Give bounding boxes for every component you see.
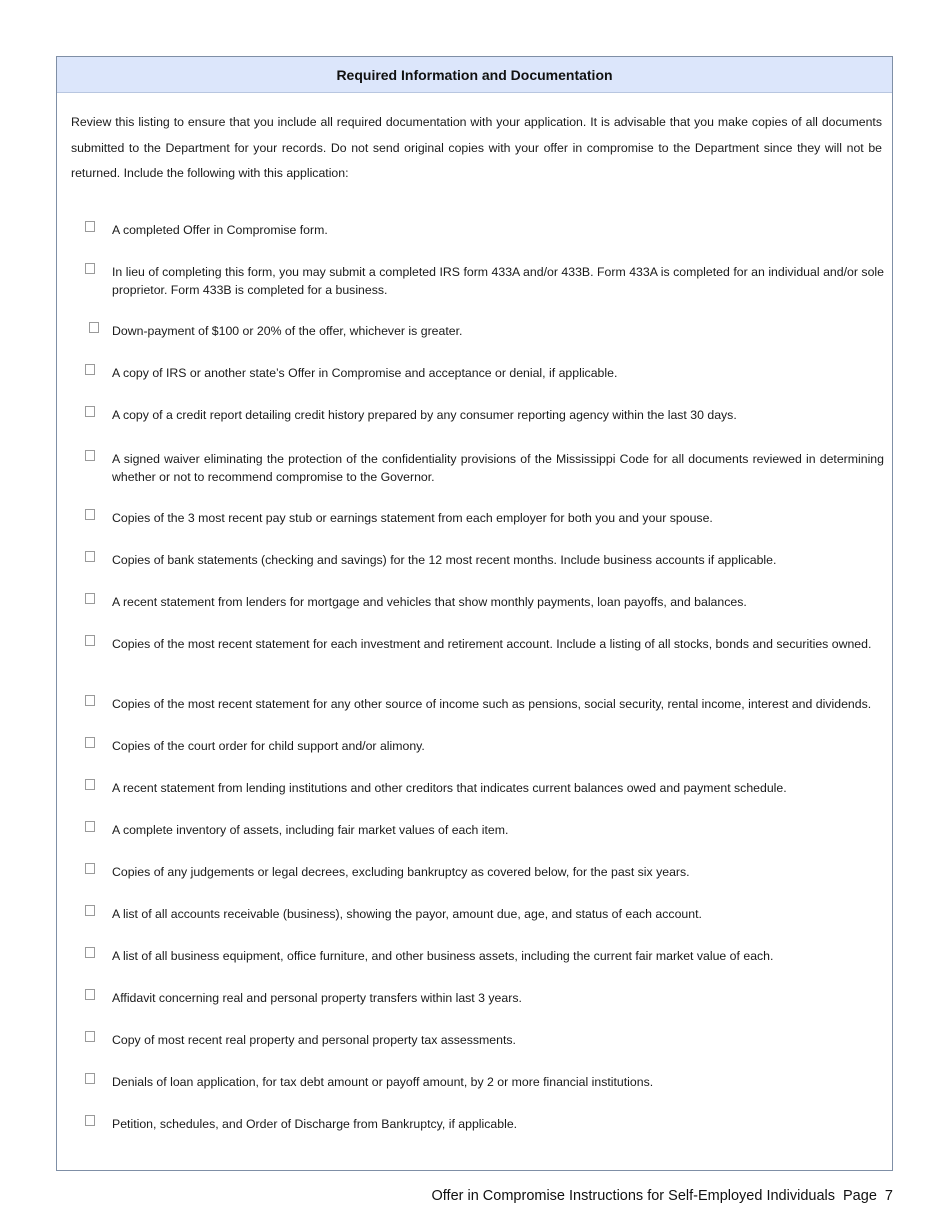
intro-paragraph: Review this listing to ensure that you include all required documentation with your application. It is advisable that you make copies of all documents submitted to the Department for your records. Do not send original copies with your offer in compromise to the Department since they will not be returned. Include the following with this application:	[71, 115, 882, 180]
checklist-item-label: Copy of most recent real property and personal property tax assessments.	[112, 1033, 516, 1047]
checklist-item-label: Copies of the court order for child support and/or alimony.	[112, 739, 425, 753]
checkbox[interactable]	[85, 635, 95, 646]
checklist-item-label: A copy of a credit report detailing credit history prepared by any consumer reporting agency within the last 30 days.	[112, 408, 737, 422]
checkbox[interactable]	[85, 989, 95, 1000]
checklist-item-label: A list of all business equipment, office furniture, and other business assets, including the current fair market value of each.	[112, 949, 774, 963]
checkbox[interactable]	[85, 779, 95, 790]
checklist-item-label: In lieu of completing this form, you may submit a completed IRS form 433A and/or 433B. Form 433A is completed for an individual and/or sole proprietor. Form 433B is completed for a business.	[112, 265, 884, 297]
checklist-item-label: Copies of the most recent statement for each investment and retirement account. Include a listing of all stocks, bonds and securities owned.	[112, 637, 872, 651]
section-title: Required Information and Documentation	[57, 57, 892, 93]
checkbox[interactable]	[85, 509, 95, 520]
checklist-item-label: Denials of loan application, for tax debt amount or payoff amount, by 2 or more financial institutions.	[112, 1075, 654, 1089]
checkbox[interactable]	[85, 737, 95, 748]
checklist-item-label: Petition, schedules, and Order of Discharge from Bankruptcy, if applicable.	[112, 1117, 518, 1131]
checklist-item-label: Affidavit concerning real and personal property transfers within last 3 years.	[112, 991, 522, 1005]
footer-page-number: 7	[884, 1188, 893, 1204]
footer-page-label: Page	[843, 1188, 877, 1204]
checkbox[interactable]	[85, 695, 95, 706]
checklist-item-label: A recent statement from lenders for mortgage and vehicles that show monthly payments, loan payoffs, and balances.	[112, 595, 747, 609]
checklist-item-label: A copy of IRS or another state’s Offer in Compromise and acceptance or denial, if applicable.	[112, 366, 618, 380]
checkbox[interactable]	[85, 821, 95, 832]
checkbox[interactable]	[85, 863, 95, 874]
checkbox[interactable]	[85, 551, 95, 562]
checkbox[interactable]	[85, 221, 95, 232]
checklist-item-label: Copies of the most recent statement for any other source of income such as pensions, social security, rental income, interest and dividends.	[112, 697, 872, 711]
checkbox[interactable]	[85, 406, 95, 417]
checklist-item-label: A complete inventory of assets, including fair market values of each item.	[112, 823, 509, 837]
checkbox[interactable]	[89, 322, 99, 333]
footer-title: Offer in Compromise Instructions for Self-Employed Individuals	[431, 1188, 835, 1204]
checklist-item-label: A signed waiver eliminating the protection of the confidentiality provisions of the Mississippi Code for all documents reviewed in determining whether or not to recommend compromise to the Governor.	[112, 452, 884, 484]
checklist-item-label: A recent statement from lending institutions and other creditors that indicates current balances owed and payment schedule.	[112, 781, 787, 795]
checkbox[interactable]	[85, 593, 95, 604]
checklist-item-label: Copies of any judgements or legal decrees, excluding bankruptcy as covered below, for the past six years.	[112, 865, 690, 879]
checkbox[interactable]	[85, 450, 95, 461]
checkbox[interactable]	[85, 1115, 95, 1126]
checkbox[interactable]	[85, 263, 95, 274]
documentation-panel	[56, 56, 893, 1171]
checkbox[interactable]	[85, 905, 95, 916]
page-footer	[428, 1188, 894, 1204]
checkbox[interactable]	[85, 364, 95, 375]
checklist-item-label: A completed Offer in Compromise form.	[112, 223, 328, 237]
checklist-item-label: Copies of the 3 most recent pay stub or earnings statement from each employer for both you and your spouse.	[112, 511, 713, 525]
checkbox[interactable]	[85, 1031, 95, 1042]
checklist-item-label: Copies of bank statements (checking and savings) for the 12 most recent months. Include business accounts if applicable.	[112, 553, 777, 567]
checkbox[interactable]	[85, 1073, 95, 1084]
checklist-item-label: Down-payment of $100 or 20% of the offer, whichever is greater.	[112, 324, 463, 338]
checkbox[interactable]	[85, 947, 95, 958]
checklist-item-label: A list of all accounts receivable (business), showing the payor, amount due, age, and status of each account.	[112, 907, 702, 921]
